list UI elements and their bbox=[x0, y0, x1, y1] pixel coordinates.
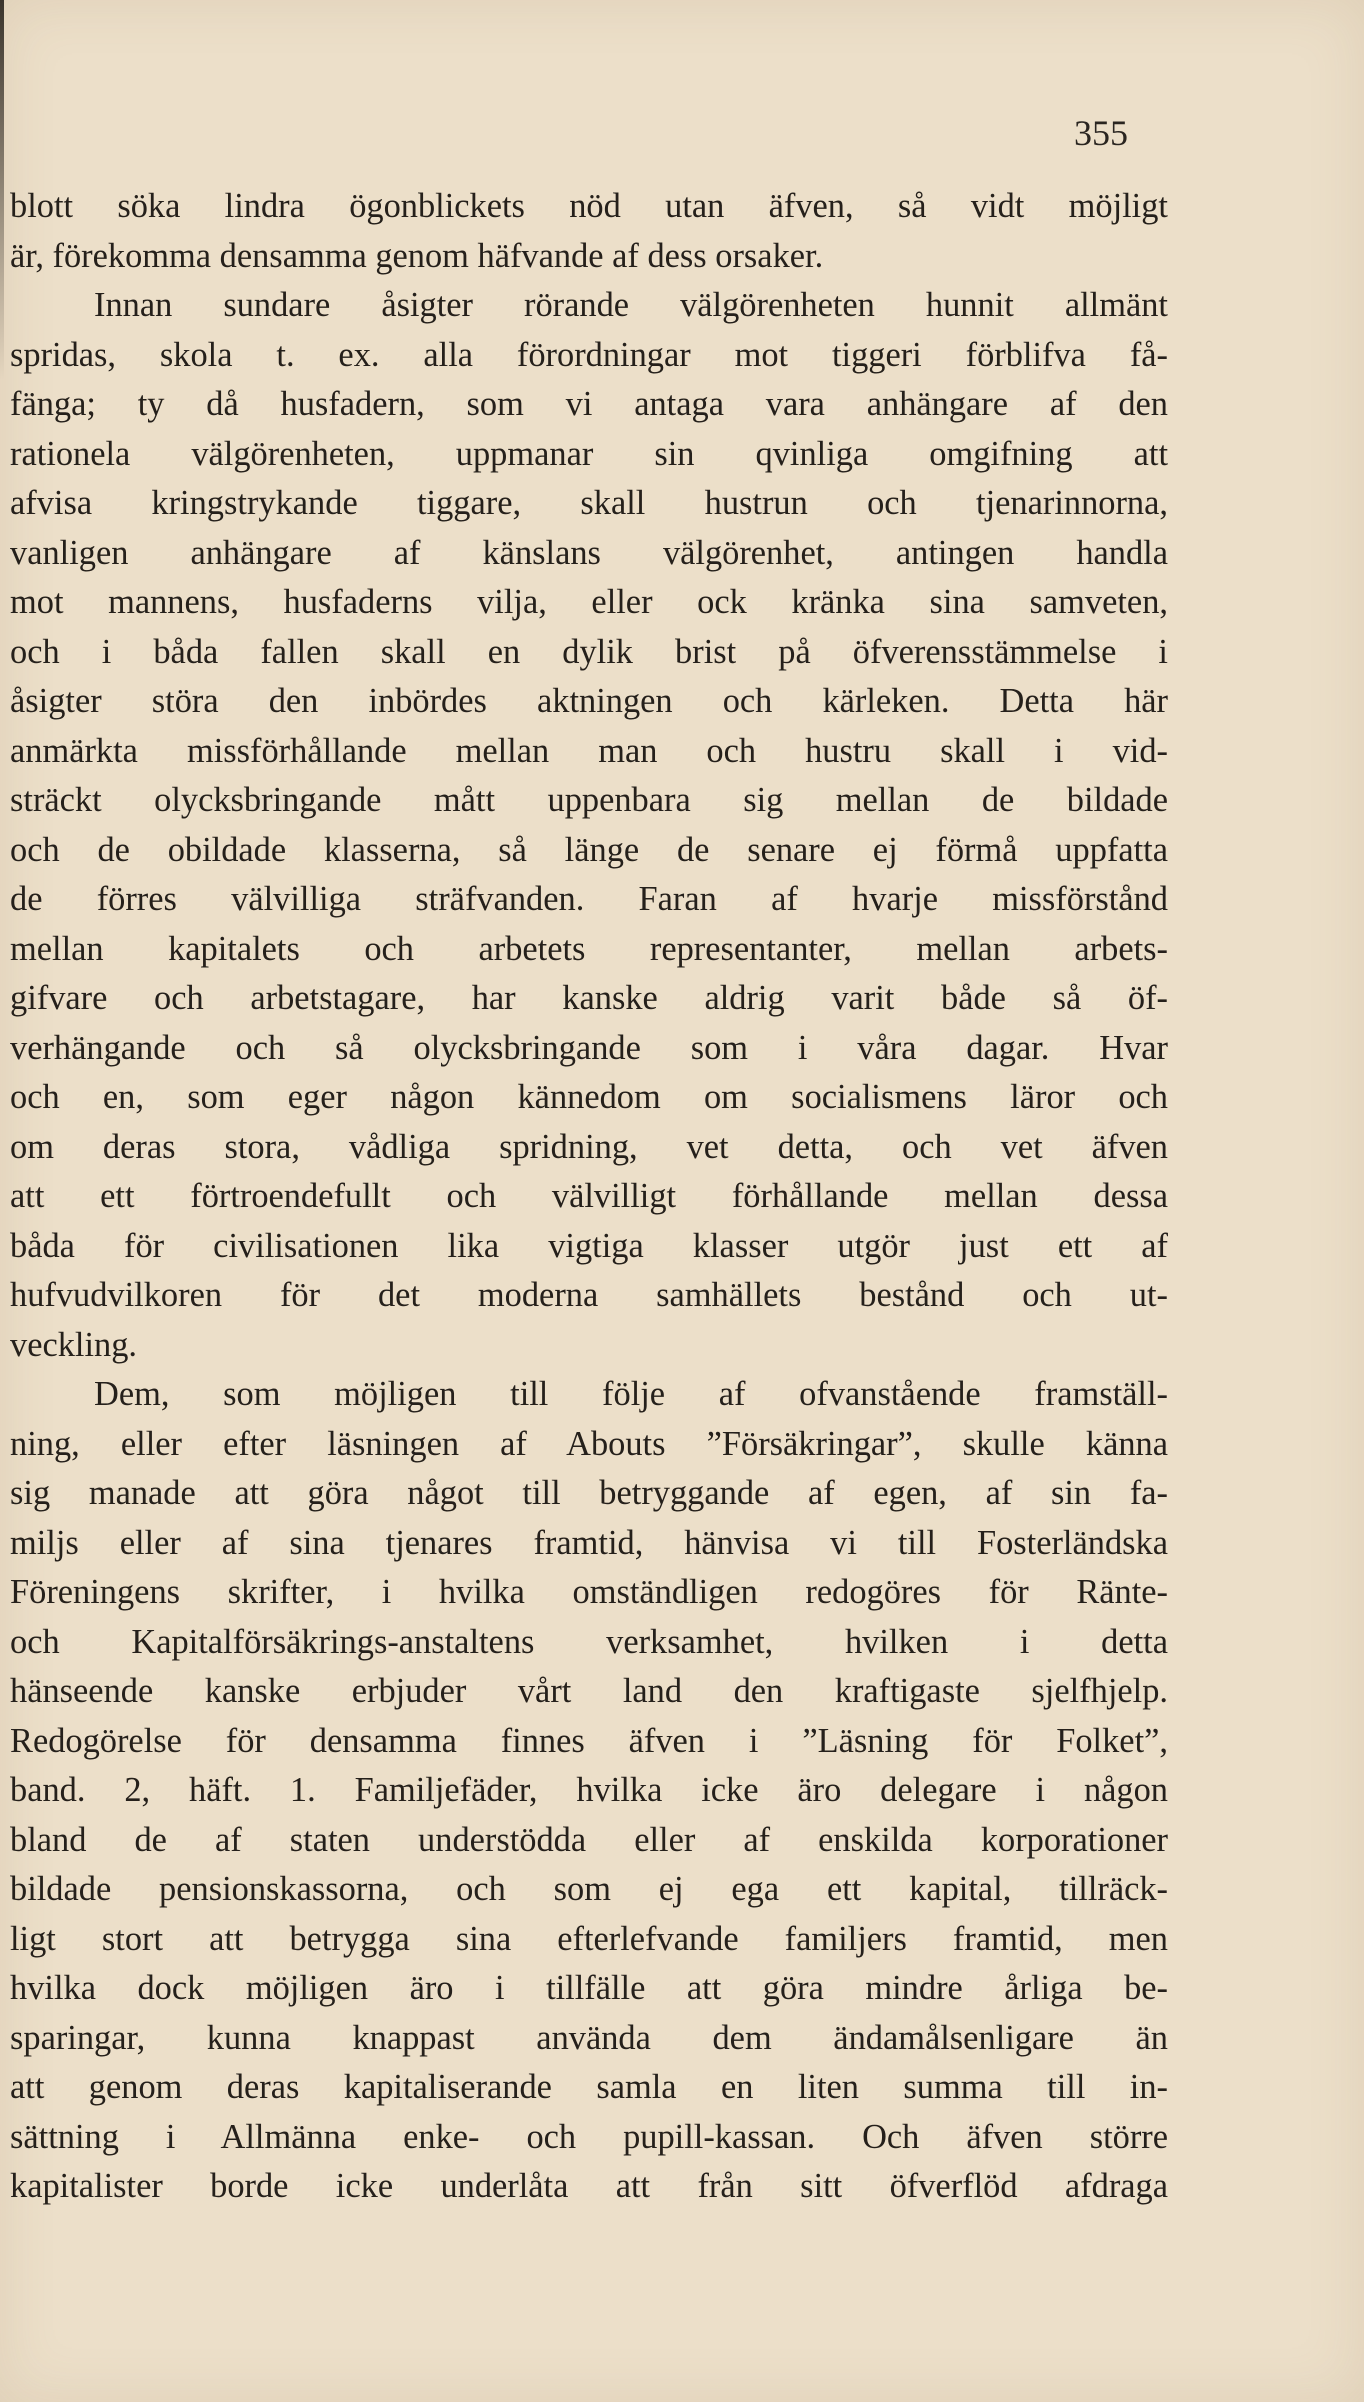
text-line: blott söka lindra ögonblickets nöd utan äfven, så vidt möjligt bbox=[10, 187, 1168, 225]
text-line: sig manade att göra något till betryggande af egen, af sin fa- bbox=[10, 1474, 1168, 1512]
text-line: afvisa kringstrykande tiggare, skall hustrun och tjenarinnorna, bbox=[10, 484, 1168, 522]
text-line: och Kapitalförsäkrings-anstaltens verksamhet, hvilken i detta bbox=[10, 1622, 1168, 1661]
text-line: hänseende kanske erbjuder vårt land den kraftigaste sjelfhjelp. bbox=[10, 1672, 1168, 1710]
text-line: veckling. bbox=[10, 1325, 138, 1364]
text-line: är, förekomma densamma genom häfvande af dess orsaker. bbox=[10, 236, 824, 275]
text-line: båda för civilisationen lika vigtiga klasser utgör just ett af bbox=[10, 1226, 1168, 1265]
text-line: ning, eller efter läsningen af Abouts ”Försäkringar”, skulle känna bbox=[10, 1424, 1168, 1463]
text-line: miljs eller af sina tjenares framtid, hänvisa vi till Fosterländska bbox=[10, 1523, 1168, 1562]
text-line: och i båda fallen skall en dylik brist på öfverensstämmelse i bbox=[10, 632, 1168, 671]
text-line: att genom deras kapitaliserande samla en liten summa till in- bbox=[10, 2068, 1168, 2106]
body-text bbox=[10, 182, 1168, 2212]
text-line: och de obildade klasserna, så länge de senare ej förmå uppfatta bbox=[10, 830, 1168, 869]
text-line: sättning i Allmänna enke- och pupill-kassan. Och äfven större bbox=[10, 2117, 1168, 2156]
text-line: hufvudvilkoren för det moderna samhällets bestånd och ut- bbox=[10, 1276, 1168, 1314]
text-line: bildade pensionskassorna, och som ej ega ett kapital, tillräck- bbox=[10, 1870, 1168, 1908]
text-line: fänga; ty då husfadern, som vi antaga vara anhängare af den bbox=[10, 385, 1168, 423]
text-line: sträckt olycksbringande mått uppenbara sig mellan de bildade bbox=[10, 781, 1168, 819]
text-line: Dem, som möjligen till följe af ofvanstående framställ- bbox=[94, 1375, 1168, 1413]
text-line: anmärkta missförhållande mellan man och hustru skall i vid- bbox=[10, 731, 1168, 770]
text-line: de förres välvilliga sträfvanden. Faran af hvarje missförstånd bbox=[10, 880, 1168, 918]
text-line: Innan sundare åsigter rörande välgörenheten hunnit allmänt bbox=[94, 286, 1168, 324]
text-line: rationela välgörenheten, uppmanar sin qvinliga omgifning att bbox=[10, 434, 1168, 473]
text-line: ligt stort att betrygga sina efterlefvande familjers framtid, men bbox=[10, 1919, 1168, 1958]
text-line: sparingar, kunna knappast använda dem ändamålsenligare än bbox=[10, 2018, 1168, 2057]
text-line: kapitalister borde icke underlåta att från sitt öfverflöd afdraga bbox=[10, 2167, 1168, 2205]
text-line: bland de af staten understödda eller af enskilda korporationer bbox=[10, 1820, 1168, 1859]
page-number: 355 bbox=[1074, 113, 1128, 153]
text-line: spridas, skola t. ex. alla förordningar mot tiggeri förblifva få- bbox=[10, 335, 1168, 374]
text-line: mellan kapitalets och arbetets representanter, mellan arbets- bbox=[10, 929, 1168, 968]
text-line: åsigter störa den inbördes aktningen och kärleken. Detta här bbox=[10, 682, 1168, 720]
text-line: och en, som eger någon kännedom om socialismens läror och bbox=[10, 1078, 1168, 1116]
text-line: vanligen anhängare af känslans välgörenhet, antingen handla bbox=[10, 533, 1168, 572]
text-line: om deras stora, vådliga spridning, vet detta, och vet äfven bbox=[10, 1127, 1168, 1166]
text-line: band. 2, häft. 1. Familjefäder, hvilka icke äro delegare i någon bbox=[10, 1771, 1168, 1809]
text-line: Föreningens skrifter, i hvilka omständligen redogöres för Ränte- bbox=[10, 1573, 1168, 1611]
page-edge-shadow bbox=[0, 0, 4, 380]
text-line: verhängande och så olycksbringande som i våra dagar. Hvar bbox=[10, 1028, 1168, 1067]
text-line: gifvare och arbetstagare, har kanske aldrig varit både så öf- bbox=[10, 979, 1168, 1017]
text-line: Redogörelse för densamma finnes äfven i ”Läsning för Folket”, bbox=[10, 1721, 1168, 1760]
text-line: hvilka dock möjligen äro i tillfälle att göra mindre årliga be- bbox=[10, 1969, 1168, 2007]
text-line: mot mannens, husfaderns vilja, eller ock kränka sina samveten, bbox=[10, 583, 1168, 621]
text-line: att ett förtroendefullt och välvilligt förhållande mellan dessa bbox=[10, 1177, 1168, 1215]
